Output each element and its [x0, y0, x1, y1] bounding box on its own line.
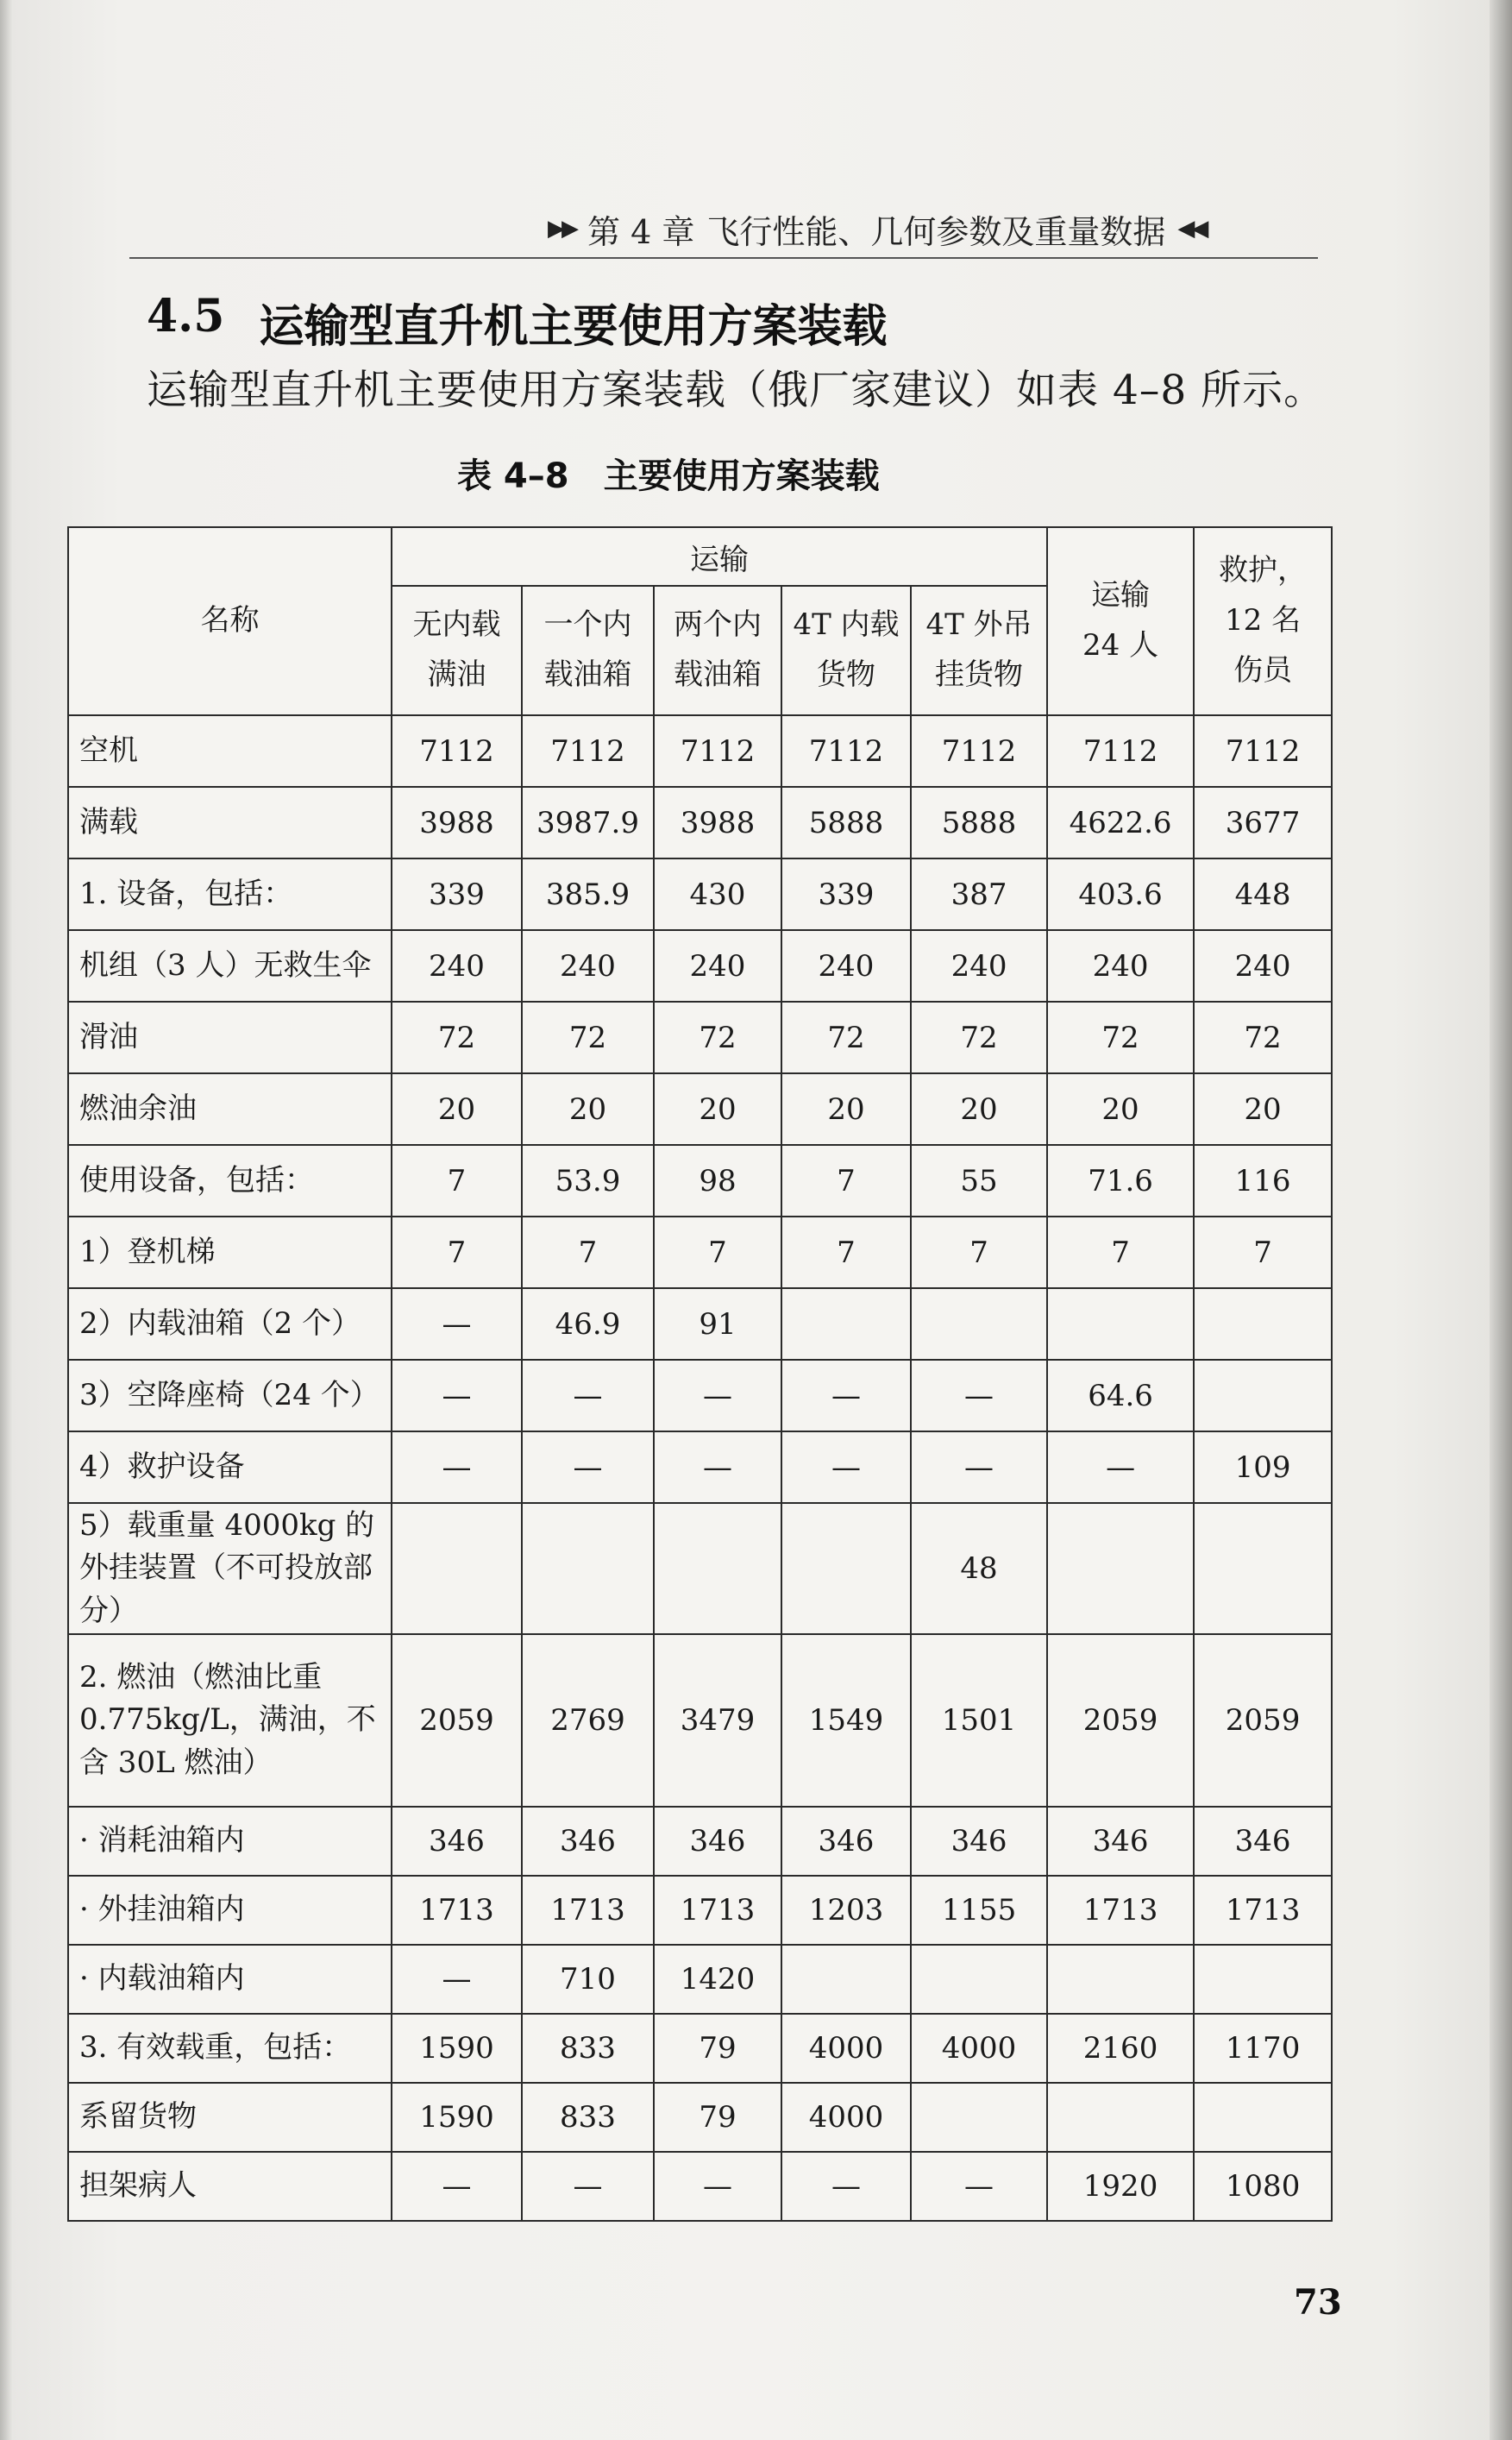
value-cell: 240 — [1194, 930, 1332, 1002]
value-cell: — — [911, 2152, 1047, 2221]
page-number: 73 — [1294, 2282, 1342, 2323]
header-title: 飞行性能、几何参数及重量数据 — [706, 212, 1166, 251]
value-cell: 4622.6 — [1047, 787, 1194, 858]
value-cell: 346 — [1194, 1807, 1332, 1876]
value-cell: 7 — [781, 1145, 911, 1217]
value-cell: — — [522, 1360, 654, 1431]
value-cell: 1170 — [1194, 2014, 1332, 2083]
value-cell: 385.9 — [522, 858, 654, 930]
value-cell — [1047, 1288, 1194, 1360]
table-row — [68, 1288, 1332, 1360]
value-cell: 5888 — [781, 787, 911, 858]
value-cell: 72 — [781, 1002, 911, 1073]
value-cell: 55 — [911, 1145, 1047, 1217]
value-cell — [1194, 1360, 1332, 1431]
value-cell: 1590 — [392, 2014, 522, 2083]
value-cell — [522, 1503, 654, 1634]
value-cell: 339 — [392, 858, 522, 930]
table-row — [68, 1876, 1332, 1945]
value-cell: 20 — [1047, 1073, 1194, 1145]
value-cell: — — [781, 2152, 911, 2221]
value-cell: 1501 — [911, 1634, 1047, 1807]
value-cell: 48 — [911, 1503, 1047, 1634]
table-row — [68, 1945, 1332, 2014]
page-left-edge — [0, 0, 12, 2440]
value-cell: 1420 — [654, 1945, 781, 2014]
value-cell: 1713 — [392, 1876, 522, 1945]
value-cell: 7112 — [911, 715, 1047, 787]
value-cell: 710 — [522, 1945, 654, 2014]
book-spine-shadow — [1490, 0, 1512, 2440]
row-name-cell: 机组（3 人）无救生伞 — [68, 930, 392, 1002]
sub-header-5: 4T 外吊 挂货物 — [911, 586, 1047, 715]
value-cell — [1047, 1503, 1194, 1634]
value-cell: 2160 — [1047, 2014, 1194, 2083]
value-cell: 20 — [522, 1073, 654, 1145]
value-cell: — — [654, 2152, 781, 2221]
section-title: 运输型直升机主要使用方案装载 — [259, 300, 888, 353]
value-cell: 7 — [781, 1217, 911, 1288]
value-cell: 430 — [654, 858, 781, 930]
row-name-cell: · 内载油箱内 — [68, 1945, 392, 2014]
table-caption — [457, 449, 880, 498]
value-cell: 240 — [654, 930, 781, 1002]
value-cell: 1713 — [1194, 1876, 1332, 1945]
value-cell: 1713 — [1047, 1876, 1194, 1945]
name-column-header: 名称 — [68, 527, 392, 715]
value-cell: 98 — [654, 1145, 781, 1217]
value-cell — [781, 1945, 911, 2014]
table-row — [68, 1073, 1332, 1145]
row-name-cell: 燃油余油 — [68, 1073, 392, 1145]
table-row — [68, 2152, 1332, 2221]
value-cell — [781, 1288, 911, 1360]
row-name-cell: 担架病人 — [68, 2152, 392, 2221]
sub-header-2: 一个内 载油箱 — [522, 586, 654, 715]
sub-header-4: 4T 内载 货物 — [781, 586, 911, 715]
value-cell: 2059 — [392, 1634, 522, 1807]
value-cell: 7 — [654, 1217, 781, 1288]
row-name-cell: 滑油 — [68, 1002, 392, 1073]
running-header — [548, 207, 1315, 250]
value-cell: 1549 — [781, 1634, 911, 1807]
table-caption-title: 主要使用方案装载 — [603, 456, 880, 496]
section-heading — [147, 290, 887, 355]
row-name-cell: · 消耗油箱内 — [68, 1807, 392, 1876]
value-cell: — — [781, 1431, 911, 1503]
section-number: 4.5 — [147, 290, 225, 343]
table-row — [68, 1217, 1332, 1288]
header-arrows-right-icon: ◀◀ — [1177, 216, 1206, 242]
value-cell: 72 — [522, 1002, 654, 1073]
value-cell: 7 — [1194, 1217, 1332, 1288]
value-cell: — — [392, 1945, 522, 2014]
value-cell: 1590 — [392, 2083, 522, 2152]
value-cell: 387 — [911, 858, 1047, 930]
header-rule — [129, 257, 1318, 259]
value-cell: 46.9 — [522, 1288, 654, 1360]
value-cell: 1713 — [522, 1876, 654, 1945]
row-name-cell: 使用设备，包括： — [68, 1145, 392, 1217]
table-row — [68, 858, 1332, 930]
value-cell: — — [911, 1360, 1047, 1431]
value-cell: — — [781, 1360, 911, 1431]
value-cell: 2769 — [522, 1634, 654, 1807]
value-cell: 346 — [392, 1807, 522, 1876]
sub-header-3: 两个内 载油箱 — [654, 586, 781, 715]
value-cell: 2059 — [1194, 1634, 1332, 1807]
table-row — [68, 1145, 1332, 1217]
value-cell: 240 — [781, 930, 911, 1002]
value-cell: 72 — [1047, 1002, 1194, 1073]
table-row — [68, 2083, 1332, 2152]
value-cell — [654, 1503, 781, 1634]
value-cell: 2059 — [1047, 1634, 1194, 1807]
value-cell: 91 — [654, 1288, 781, 1360]
value-cell — [392, 1503, 522, 1634]
row-name-cell: 4）救护设备 — [68, 1431, 392, 1503]
value-cell: 1920 — [1047, 2152, 1194, 2221]
value-cell: 240 — [392, 930, 522, 1002]
value-cell: 240 — [1047, 930, 1194, 1002]
value-cell: 833 — [522, 2083, 654, 2152]
table-row — [68, 1634, 1332, 1807]
value-cell: 20 — [654, 1073, 781, 1145]
loading-table — [67, 526, 1333, 2222]
value-cell: 20 — [911, 1073, 1047, 1145]
value-cell: 346 — [654, 1807, 781, 1876]
row-name-cell: 2. 燃油（燃油比重 0.775kg/L，满油，不含 30L 燃油） — [68, 1634, 392, 1807]
table-row — [68, 1807, 1332, 1876]
table-caption-number: 表 4–8 — [457, 456, 569, 496]
row-name-cell: 3. 有效载重，包括： — [68, 2014, 392, 2083]
row-name-cell: 系留货物 — [68, 2083, 392, 2152]
table-row — [68, 1360, 1332, 1431]
value-cell — [911, 2083, 1047, 2152]
value-cell: — — [522, 2152, 654, 2221]
value-cell: 20 — [1194, 1073, 1332, 1145]
transport-group-header: 运输 — [392, 527, 1047, 586]
value-cell: 72 — [1194, 1002, 1332, 1073]
value-cell: 346 — [911, 1807, 1047, 1876]
table-row — [68, 1431, 1332, 1503]
header-arrows-left-icon: ▶▶ — [548, 216, 575, 242]
table-row — [68, 2014, 1332, 2083]
value-cell: 7112 — [654, 715, 781, 787]
table-row — [68, 930, 1332, 1002]
table-row — [68, 1002, 1332, 1073]
value-cell: 109 — [1194, 1431, 1332, 1503]
table-row — [68, 715, 1332, 787]
value-cell: 79 — [654, 2014, 781, 2083]
value-cell: 1203 — [781, 1876, 911, 1945]
value-cell: 79 — [654, 2083, 781, 2152]
value-cell — [781, 1503, 911, 1634]
row-name-cell: 1）登机梯 — [68, 1217, 392, 1288]
value-cell: 72 — [392, 1002, 522, 1073]
value-cell — [911, 1288, 1047, 1360]
value-cell: 3988 — [392, 787, 522, 858]
table-row — [68, 787, 1332, 858]
value-cell: 833 — [522, 2014, 654, 2083]
value-cell: — — [392, 1431, 522, 1503]
row-name-cell: 5）载重量 4000kg 的外挂装置（不可投放部分） — [68, 1503, 392, 1634]
value-cell: 448 — [1194, 858, 1332, 930]
value-cell: 240 — [522, 930, 654, 1002]
value-cell: 7112 — [1047, 715, 1194, 787]
value-cell: 20 — [392, 1073, 522, 1145]
value-cell: 346 — [781, 1807, 911, 1876]
value-cell: 7112 — [1194, 715, 1332, 787]
value-cell: 4000 — [781, 2014, 911, 2083]
value-cell: 3677 — [1194, 787, 1332, 858]
value-cell: 339 — [781, 858, 911, 930]
row-name-cell: · 外挂油箱内 — [68, 1876, 392, 1945]
value-cell: — — [392, 1288, 522, 1360]
value-cell: — — [654, 1431, 781, 1503]
header-chapter: 第 4 章 — [587, 212, 695, 251]
value-cell — [911, 1945, 1047, 2014]
value-cell: 4000 — [781, 2083, 911, 2152]
value-cell: 346 — [522, 1807, 654, 1876]
value-cell: — — [654, 1360, 781, 1431]
value-cell: 72 — [654, 1002, 781, 1073]
value-cell: 1080 — [1194, 2152, 1332, 2221]
value-cell — [1047, 1945, 1194, 2014]
value-cell — [1194, 2083, 1332, 2152]
value-cell: 71.6 — [1047, 1145, 1194, 1217]
table-row — [68, 1503, 1332, 1634]
value-cell: 20 — [781, 1073, 911, 1145]
intro-paragraph: 运输型直升机主要使用方案装载（俄厂家建议）如表 4–8 所示。 — [147, 367, 1326, 414]
value-cell: 3987.9 — [522, 787, 654, 858]
value-cell: 4000 — [911, 2014, 1047, 2083]
value-cell: 7112 — [392, 715, 522, 787]
value-cell: 5888 — [911, 787, 1047, 858]
value-cell: 240 — [911, 930, 1047, 1002]
value-cell: 53.9 — [522, 1145, 654, 1217]
value-cell: 7 — [911, 1217, 1047, 1288]
value-cell: 7112 — [522, 715, 654, 787]
row-name-cell: 1. 设备，包括： — [68, 858, 392, 930]
value-cell: 7 — [392, 1217, 522, 1288]
row-name-cell: 空机 — [68, 715, 392, 787]
value-cell: 64.6 — [1047, 1360, 1194, 1431]
value-cell — [1194, 1945, 1332, 2014]
value-cell — [1047, 2083, 1194, 2152]
value-cell: 7 — [1047, 1217, 1194, 1288]
row-name-cell: 2）内载油箱（2 个） — [68, 1288, 392, 1360]
value-cell: 72 — [911, 1002, 1047, 1073]
value-cell: 7112 — [781, 715, 911, 787]
value-cell — [1194, 1503, 1332, 1634]
row-name-cell: 3）空降座椅（24 个） — [68, 1360, 392, 1431]
value-cell: — — [911, 1431, 1047, 1503]
value-cell: 1155 — [911, 1876, 1047, 1945]
value-cell: 7 — [392, 1145, 522, 1217]
value-cell: — — [392, 2152, 522, 2221]
value-cell: — — [1047, 1431, 1194, 1503]
rescue-header: 救护， 12 名 伤员 — [1194, 527, 1332, 715]
value-cell: 346 — [1047, 1807, 1194, 1876]
sub-header-1: 无内载 满油 — [392, 586, 522, 715]
value-cell — [1194, 1288, 1332, 1360]
value-cell: — — [392, 1360, 522, 1431]
value-cell: — — [522, 1431, 654, 1503]
value-cell: 1713 — [654, 1876, 781, 1945]
value-cell: 3479 — [654, 1634, 781, 1807]
value-cell: 403.6 — [1047, 858, 1194, 930]
value-cell: 116 — [1194, 1145, 1332, 1217]
value-cell: 7 — [522, 1217, 654, 1288]
value-cell: 3988 — [654, 787, 781, 858]
transport-24-header: 运输 24 人 — [1047, 527, 1194, 715]
row-name-cell: 满载 — [68, 787, 392, 858]
